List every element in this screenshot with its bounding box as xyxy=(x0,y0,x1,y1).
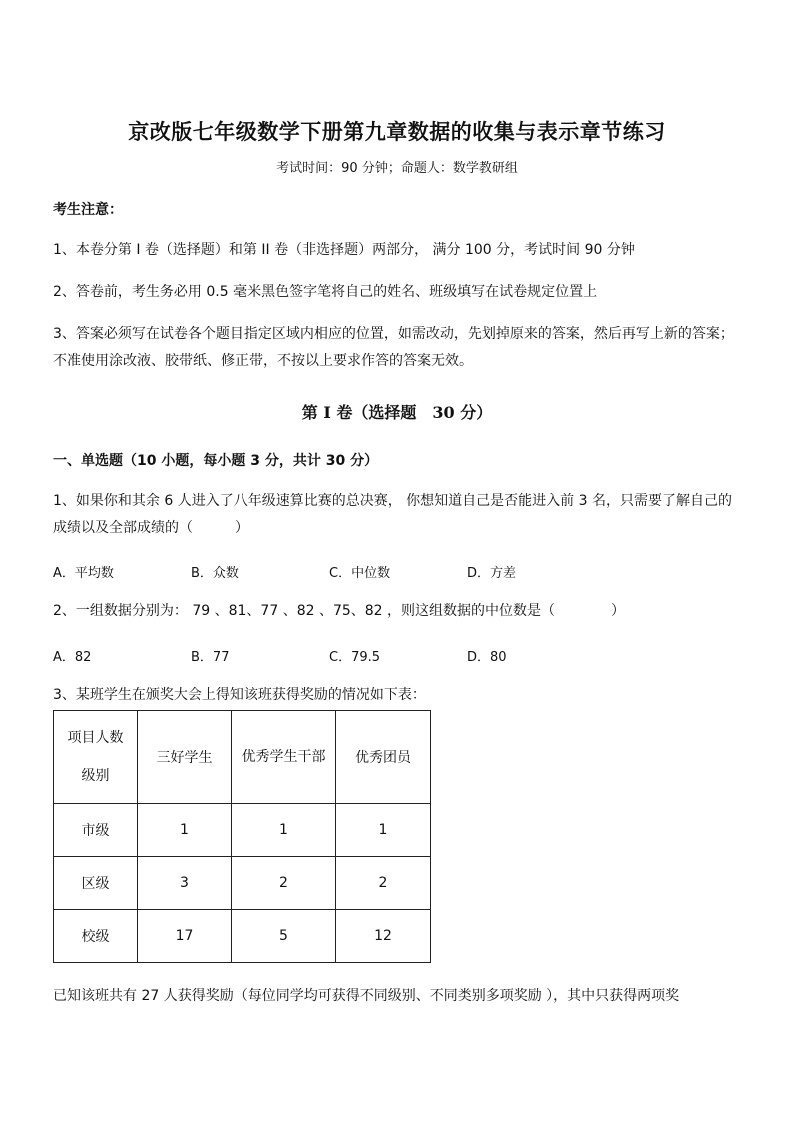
question-2-text: 2、一组数据分别为： 79 、81、77 、82 、75、82 ，则这组数据的中位数是（ ） xyxy=(53,603,626,619)
column-header: 优秀学生干部 xyxy=(232,711,336,804)
table-row xyxy=(54,804,431,857)
row-label: 校级 xyxy=(54,910,138,963)
question-2-option-b[interactable]: B．77 xyxy=(191,650,230,665)
question-1-option-d[interactable]: D．方差 xyxy=(467,566,517,581)
table-corner-header xyxy=(54,711,138,804)
exam-title: 京改版七年级数学下册第九章数据的收集与表示章节练习 xyxy=(128,119,666,144)
table-cell: 1 xyxy=(138,804,232,857)
notice-heading: 考生注意： xyxy=(53,202,123,218)
exam-subtitle: 考试时间：90 分钟；命题人：数学教研组 xyxy=(276,161,518,176)
question-2-option-a[interactable]: A．82 xyxy=(53,650,92,665)
notice-item-3: 3、答案必须写在试卷各个题目指定区域内相应的位置，如需改动，先划掉原来的答案，然后再写上新的答案；不准使用涂改液、胶带纸、修正带，不按以上要求作答的答案无效。 xyxy=(53,326,734,369)
table-cell: 12 xyxy=(336,910,431,963)
question-1-option-a[interactable]: A．平均数 xyxy=(53,566,114,581)
question-2-option-c[interactable]: C．79.5 xyxy=(329,650,381,665)
table-cell: 3 xyxy=(138,857,232,910)
column-header: 三好学生 xyxy=(138,711,232,804)
table-cell: 5 xyxy=(232,910,336,963)
column-header: 优秀团员 xyxy=(336,711,431,804)
row-label: 市级 xyxy=(54,804,138,857)
corner-bottom-label: 级别 xyxy=(81,768,110,784)
question-3-text: 3、某班学生在颁奖大会上得知该班获得奖励的情况如下表： xyxy=(53,687,426,703)
table-cell: 1 xyxy=(336,804,431,857)
question-1-text: 1、如果你和其余 6 人进入了八年级速算比赛的总决赛， 你想知道自己是否能进入前 3 名，只需要了解自己的成绩以及全部成绩的（ ） xyxy=(53,493,732,536)
question-2-option-d[interactable]: D．80 xyxy=(467,650,507,665)
part-heading: 一、单选题（10 小题，每小题 3 分，共计 30 分） xyxy=(53,453,379,469)
table-row xyxy=(54,857,431,910)
table-row xyxy=(54,910,431,963)
table-cell: 2 xyxy=(336,857,431,910)
question-1-option-b[interactable]: B．众数 xyxy=(191,566,239,581)
row-label: 区级 xyxy=(54,857,138,910)
table-cell: 17 xyxy=(138,910,232,963)
section-title: 第 I 卷（选择题 30 分） xyxy=(301,403,493,422)
question-1-option-c[interactable]: C．中位数 xyxy=(329,566,391,581)
table-cell: 2 xyxy=(232,857,336,910)
corner-top-label: 项目人数 xyxy=(67,730,124,746)
table-cell: 1 xyxy=(232,804,336,857)
table-header-row xyxy=(54,711,431,804)
notice-item-2: 2、答卷前，考生务必用 0.5 毫米黑色签字笔将自己的姓名、班级填写在试卷规定位置上 xyxy=(53,284,598,300)
question-3-continuation: 已知该班共有 27 人获得奖励（每位同学均可获得不同级别、不同类别多项奖励 ），其中只获得两项奖 xyxy=(53,988,680,1004)
awards-table xyxy=(53,710,431,963)
notice-item-1: 1、本卷分第 I 卷（选择题）和第 II 卷（非选择题）两部分， 满分 100 分，考试时间 90 分钟 xyxy=(53,242,635,258)
